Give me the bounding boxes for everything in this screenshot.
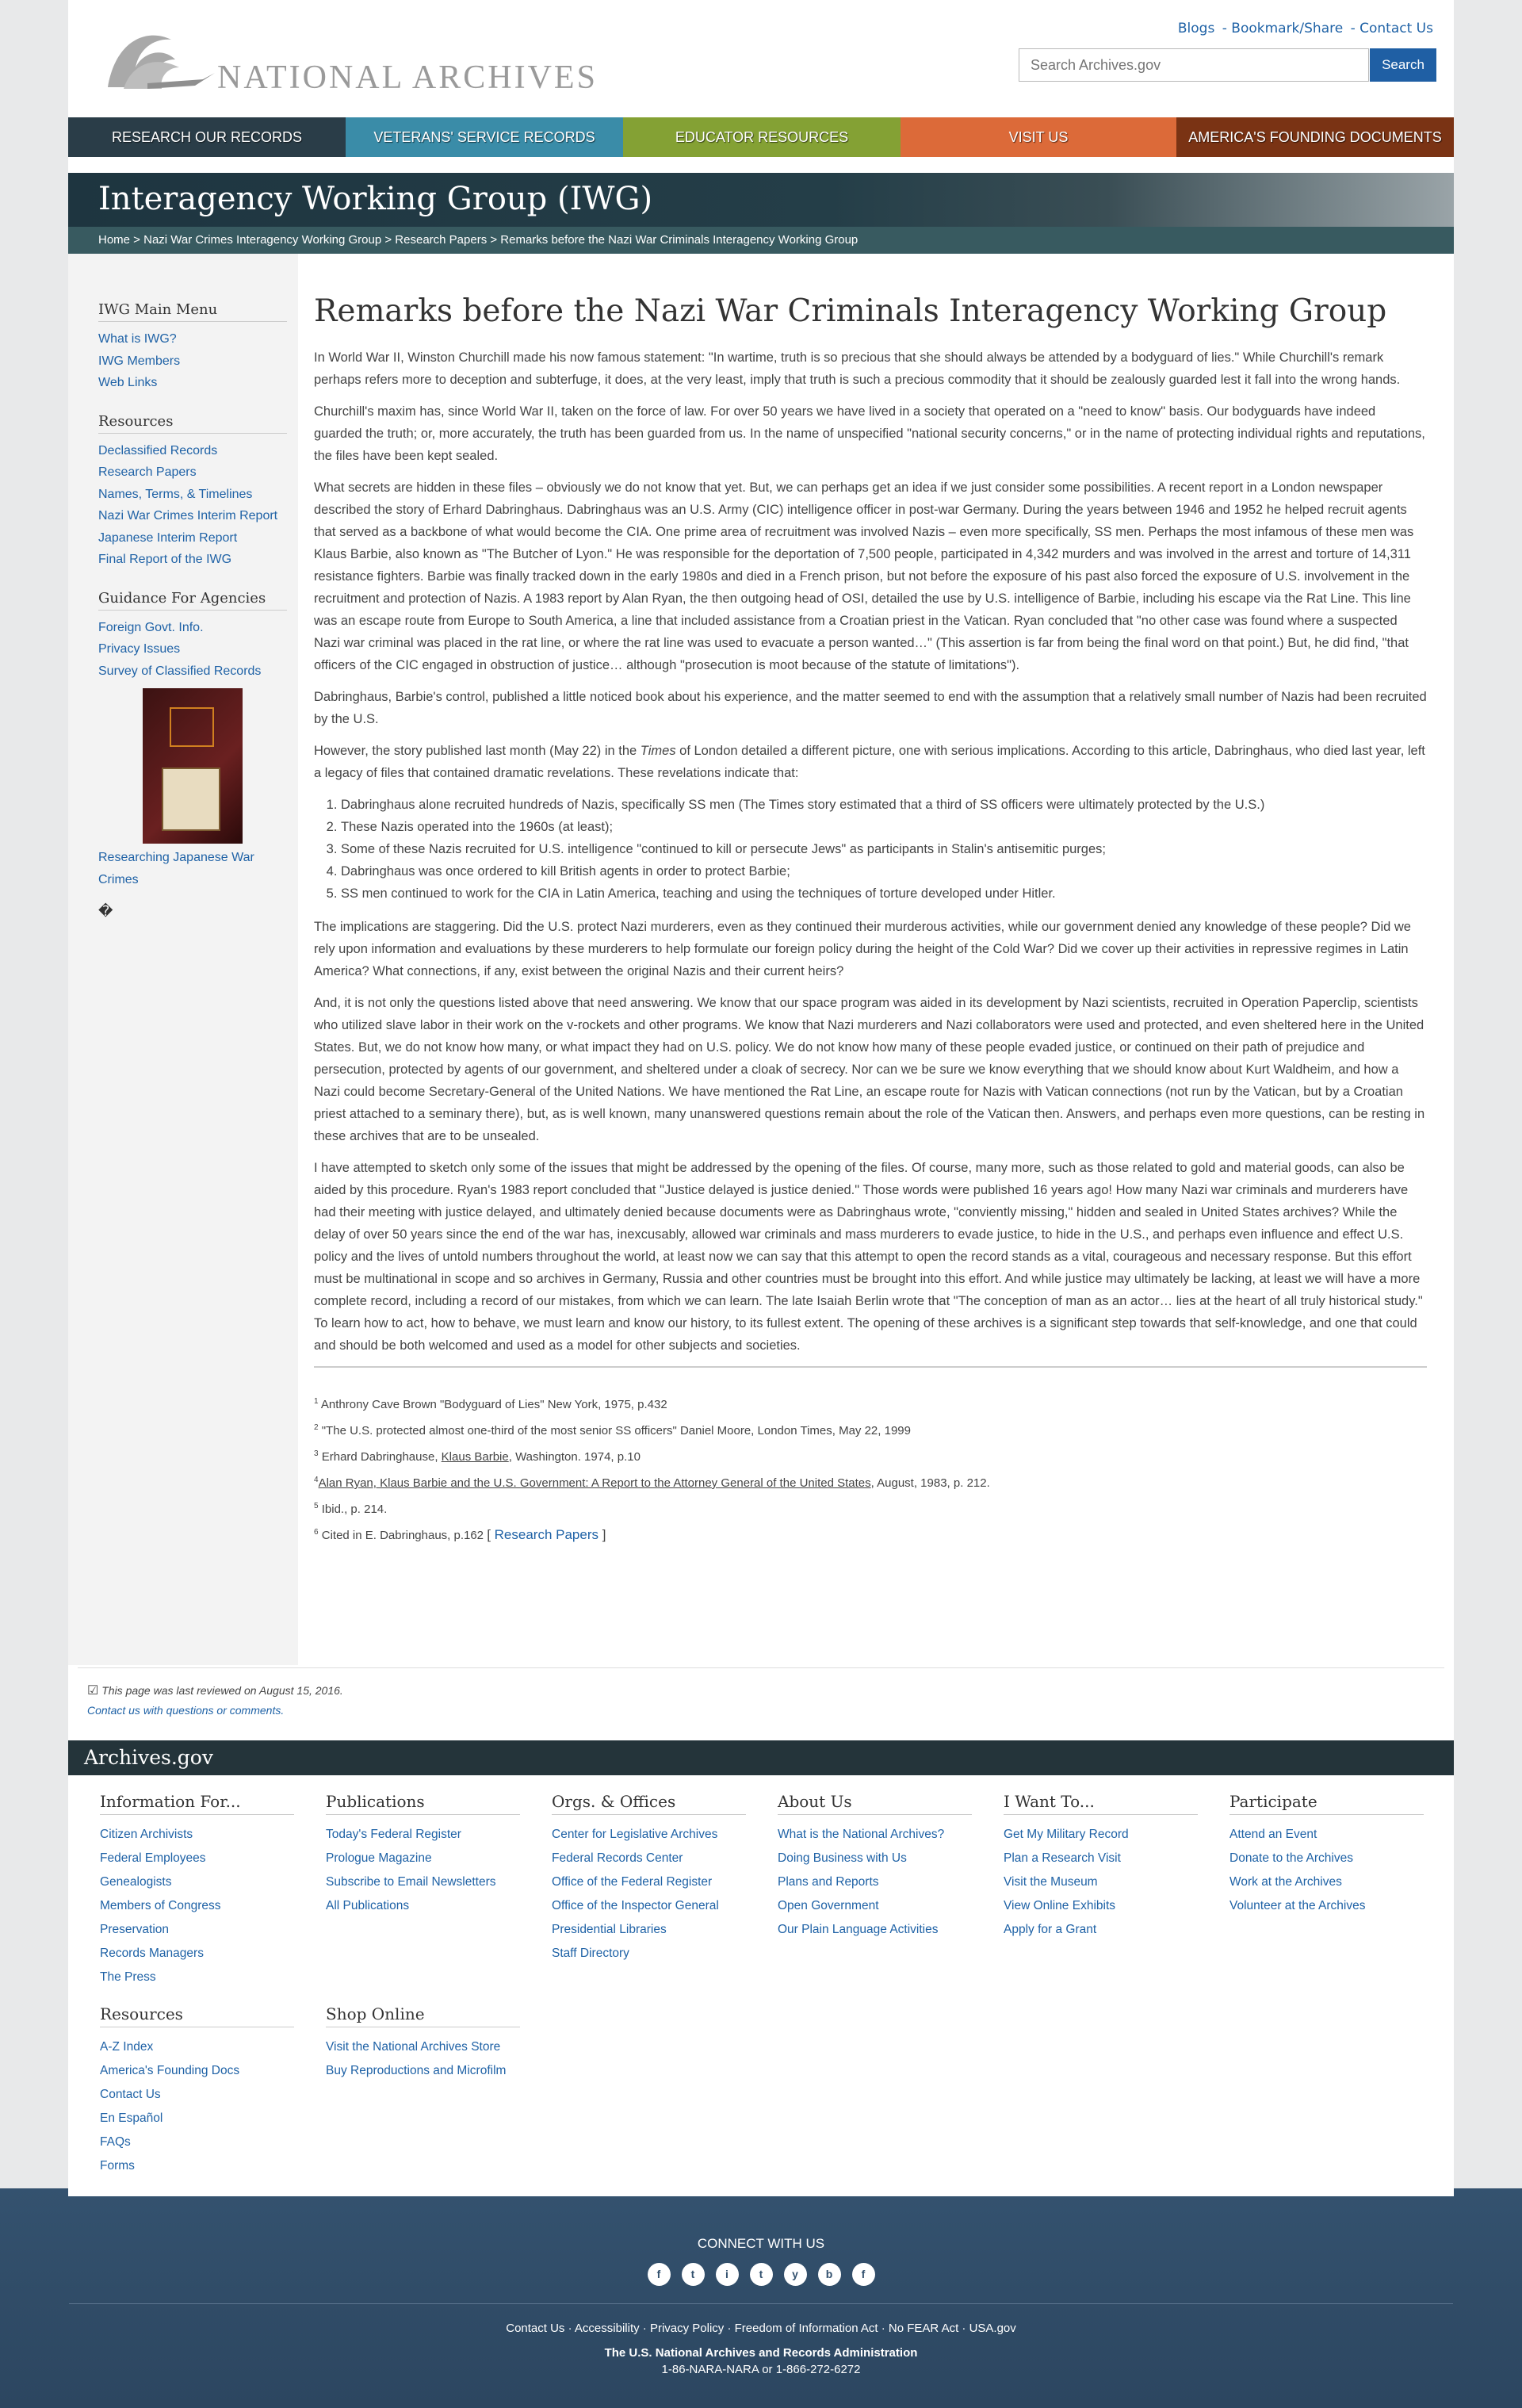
brand-name: NATIONAL ARCHIVES [217,59,598,96]
sidebar-item-privacy-issues[interactable]: Privacy Issues [98,642,181,656]
footer-title[interactable]: Archives.gov [68,1740,1454,1775]
stray-glyph: � [98,903,113,919]
list-item: 5. SS men continued to work for the CIA in Latin America, teaching and using the techniques of torture developed under Hitler. [341,882,1427,905]
nav-visit-us[interactable]: VISIT US [901,117,1176,157]
footer-link[interactable]: A-Z Index [100,2040,154,2054]
footer-link[interactable]: Members of Congress [100,1899,221,1912]
paragraph: What secrets are hidden in these files – obviously we do not know that yet. But, we can perhaps get an idea if we just consider some possibilities. A recent report in a London newspaper described the story of Erhard Dabringhaus. Dabringhaus was an U.S. Army (CIC) intelligence officer in post-war Germany. During the years between 1946 and 1952 he helped recruit agents that served as a backbone of what would become the CIA. One prime area of recruitment was involved Nazis – even more specifically, SS men. Perhaps the most infamous of these men was Klaus Barbie, also known as "The Butcher of Lyon." He was responsible for the deportation of 7,500 people, participated in 4,342 murders and was involved in the arrest and torture of 14,311 resistance fighters. Barbie was finally tracked down in the early 1980s and died in a French prison, but not before the exposure of his past also forced the exposure of U.S. involvement in the recruitment and protection of Nazis. A 1983 report by Alan Ryan, the then outgoing head of OSI, detailed the use by U.S. intelligence of Barbie, including his escape via the Rat Line. This line was an escape route from Europe to South America, a line that included assistance from a Croatian priest in the Vatican. Ryan concluded that "no other case was found where a suspected Nazi war criminal was placed in the rat line, or where the rat line was used to evacuate a person wanted…" (This assertion is far from being the final word on that point.) But, he did find, "that officers of the CIC engaged in obstruction of justice… although "prosecution is moot because of the statute of limitations"). [314,480,1414,672]
footer-link[interactable]: Attend an Event [1229,1828,1317,1841]
footnote [314,1416,1427,1442]
section-banner [68,173,1454,227]
footer-link[interactable]: Visit the Museum [1004,1875,1098,1889]
footer-link[interactable]: America's Founding Docs [100,2064,240,2077]
main-nav [68,117,1454,157]
footer-link[interactable]: Citizen Archivists [100,1828,193,1841]
footer-link[interactable]: Office of the Inspector General [552,1899,719,1912]
footer-heading: Shop Online [326,2004,520,2027]
footer-link[interactable]: Volunteer at the Archives [1229,1899,1366,1912]
book-cover-image[interactable] [143,688,243,844]
footnote-report-title: Alan Ryan, Klaus Barbie and the U.S. Government: A Report to the Attorney General of the United States [318,1476,871,1490]
breadcrumb[interactable]: Home > Nazi War Crimes Interagency Working Group > Research Papers > Remarks before the Nazi War Criminals Interagency Working Group [68,227,1454,254]
footer-link[interactable]: Presidential Libraries [552,1923,667,1936]
sidebar-item-declassified-records[interactable]: Declassified Records [98,443,218,457]
page-title: Remarks before the Nazi War Criminals Interagency Working Group [314,293,1387,329]
flickr-icon[interactable]: f [852,2263,875,2286]
book-page [162,768,220,831]
footnote-number: 3 [314,1449,319,1458]
footer-link[interactable]: Open Government [778,1899,879,1912]
footnote-text: , Washington. 1974, p.10 [508,1450,641,1464]
footnote-number: 1 [314,1397,319,1406]
nav-research-our-records[interactable]: RESEARCH OUR RECORDS [68,117,346,157]
agency-name: The U.S. National Archives and Records Administration [604,2346,918,2360]
footer-col-information [100,1792,294,1989]
sidebar-item-nazi-interim-report[interactable]: Nazi War Crimes Interim Report [98,509,278,523]
facebook-icon[interactable]: f [648,2263,671,2286]
divider [314,1366,1427,1368]
search-input[interactable] [1019,48,1369,82]
footer-heading: Participate [1229,1792,1424,1815]
tumblr-icon[interactable]: t [750,2263,773,2286]
review-text: This page was last reviewed on August 15, 2016. [101,1684,343,1697]
footer-link[interactable]: Doing Business with Us [778,1851,907,1865]
footer-link[interactable]: Staff Directory [552,1947,629,1960]
footer-link[interactable]: Center for Legislative Archives [552,1828,718,1841]
footer-link[interactable]: Apply for a Grant [1004,1923,1097,1936]
blogs-link[interactable]: Blogs [1177,21,1215,36]
footer-link[interactable]: FAQs [100,2135,131,2149]
footer-link[interactable]: Plan a Research Visit [1004,1851,1121,1865]
footer-link[interactable]: Records Managers [100,1947,204,1960]
times-italic: Times [640,744,676,758]
footer-link[interactable]: All Publications [326,1899,410,1912]
top-links: Blogs - Bookmark/Share - Contact Us [1177,21,1433,36]
search-button[interactable]: Search [1370,48,1436,82]
sidebar-heading: Guidance For Agencies [98,590,287,611]
page-container [68,0,1454,2196]
revelations-list [341,794,1427,905]
connect-heading: CONNECT WITH US [697,2236,825,2251]
site-footer [0,2236,1522,2376]
sidebar-item-research-papers[interactable]: Research Papers [98,465,197,479]
paragraph-text: of London detailed a different picture, one with serious implications. According to this article, Dabringhaus, who died last year, left a legacy of files that contained dramatic revelations. These revelations indicate that: [314,744,1425,780]
national-archives-logo[interactable] [100,24,639,99]
footer-link[interactable]: Federal Employees [100,1851,206,1865]
twitter-icon[interactable]: t [682,2263,705,2286]
agency-phone: 1-86-NARA-NARA or 1-866-272-6272 [661,2363,861,2376]
footer-col-publications [326,1792,520,1918]
footnote-text: Erhard Dabringhause, [321,1450,442,1464]
divider [78,1667,1444,1668]
footer-link[interactable]: Contact Us [100,2088,161,2101]
footnote [314,1468,1427,1495]
footer-link[interactable]: View Online Exhibits [1004,1899,1116,1912]
paragraph: In World War II, Winston Churchill made his now famous statement: "In wartime, truth is so precious that she should always be attended by a bodyguard of lies." While Churchill's remark perhaps refers more to deception and subterfuge, it does, at the very least, imply that truth is such a precious commodity that it should be zealously guarded lest it fall into the wrong hands. [314,350,1401,387]
sidebar-item-final-report[interactable]: Final Report of the IWG [98,553,232,566]
nav-educator-resources[interactable]: EDUCATOR RESOURCES [623,117,901,157]
footnote-book-title: Klaus Barbie [441,1450,509,1464]
footer-heading: Resources [100,2004,294,2027]
book-emblem [170,707,214,747]
footnote-text: Ibid., p. 214. [321,1503,388,1516]
instagram-icon[interactable]: i [716,2263,739,2286]
footer-heading: Publications [326,1792,520,1815]
review-info [87,1681,343,1720]
nav-founding-documents[interactable]: AMERICA'S FOUNDING DOCUMENTS [1176,117,1454,157]
footnote: $^6$ Cited in E. Dabringhaus, p.162 [ Research Papers ] [314,1527,606,1542]
footer-link[interactable]: Genealogists [100,1875,172,1889]
footnote-number: 5 [314,1502,319,1510]
footnote-text: Anthrony Cave Brown "Bodyguard of Lies" New York, 1975, p.432 [320,1398,667,1411]
blogs-icon[interactable]: b [818,2263,841,2286]
footer-link[interactable]: What is the National Archives? [778,1828,945,1841]
sidebar-item-japanese-interim-report[interactable]: Japanese Interim Report [98,530,238,545]
contact-questions-link[interactable]: Contact us with questions or comments. [87,1704,285,1717]
footer-link[interactable]: Preservation [100,1923,170,1936]
paragraph: The implications are staggering. Did the U.S. protect Nazi murderers, even as they continued their murderous activities, while our government denied any knowledge of these people? Did we rely upon information and evaluations by these murderers to help formulate our foreign policy during the height of the Cold War? Did we cover up their activities in repressive regimes in Latin America? What connections, if any, exist between the original Nazis and their current heirs? [314,920,1411,978]
eagle-wave-icon [100,24,219,99]
sidebar-item-what-is-iwg[interactable]: What is IWG? [98,332,177,346]
nav-veterans-service-records[interactable]: VETERANS' SERVICE RECORDS [346,117,623,157]
checkbox-edit-icon: ☑ [87,1684,99,1698]
paragraph: Dabringhaus, Barbie's control, published a little noticed book about his experience, and the matter seemed to end with the assumption that a relatively small number of Nazis had been recruited by the U.S. [314,690,1427,726]
footnotes [314,1390,1427,1547]
footnote-number: 4 [314,1476,319,1484]
footer-col-about [778,1792,972,1942]
paragraph-text: However, the story published last month (May 22) in the [314,744,641,758]
sidebar-item-foreign-govt-info[interactable]: Foreign Govt. Info. [98,620,204,634]
sidebar-main-menu [98,301,287,394]
footer-link[interactable]: Buy Reproductions and Microfilm [326,2064,507,2077]
sidebar-item-iwg-members[interactable]: IWG Members [98,354,181,368]
list-item: 1. Dabringhaus alone recruited hundreds of Nazis, specifically SS men (The Times story estimated that a third of SS officers were ultimately protected by the U.S.) [341,794,1427,816]
sidebar-item-names-terms[interactable]: Names, Terms, & Timelines [98,487,253,501]
book-caption-link[interactable]: Researching Japanese War Crimes [98,851,254,886]
footer-link[interactable]: Subscribe to Email Newsletters [326,1875,496,1889]
footnote [314,1390,1427,1416]
footer-link[interactable]: Visit the National Archives Store [326,2040,501,2054]
footnote [314,1495,1427,1521]
contact-us-link[interactable]: Contact Us [1359,21,1433,36]
footnote-number: 6 [314,1528,319,1537]
footer-link[interactable]: Office of the Federal Register [552,1875,713,1889]
paragraph: I have attempted to sketch only some of the issues that might be addressed by the opening of the files. Of course, many more, such as those related to gold and material goods, can also be aided by this procedure. Ryan's 1983 report concluded that "Justice delayed is justice denied." Those words were published 16 years ago! How many Nazi war criminals and murderers have had their meeting with justice delayed, and ultimately denied because documents were as Dabringhaus wrote, "conviently missing," hidden and sealed in United States archives? While the delay of over 50 years since the end of the war has, inexcusably, allowed war criminals and mass murderers to evade justice, to hide in the U.S., and perhaps even influence and effect U.S. policy and the lives of untold numbers throughout the world, at least now we can say that this attempt to open the record stands as a vital, courageous and necessary response. But this effort must be multinational in scope and so archives in Germany, Russia and other countries must be brought into this effort. And while justice may ultimately be lacking, at least we will have a more complete record, including a record of our mistakes, from which we can learn. The late Isaiah Berlin wrote that "The conception of man as an actor… lies at the heart of all truly historical study." To learn how to act, how to behave, we must learn and know our history, to its fullest extent. The opening of these archives is a significant step towards that self-knowledge, and one that could and should be both welcomed and used as a model for other subjects and societies. [314,1161,1423,1353]
footer-col-resources [100,2004,294,2178]
sidebar [68,254,298,1665]
list-item: 3. Some of these Nazis recruited for U.S. intelligence "continued to kill or persecute Jews" as participants in Stalin's antisemitic purges; [341,838,1427,860]
footnote-number: 2 [314,1423,319,1432]
divider [69,2303,1453,2304]
footer-col-shop [326,2004,520,2080]
footer-heading: About Us [778,1792,972,1815]
footer-heading: Orgs. & Offices [552,1792,746,1815]
paragraph: And, it is not only the questions listed above that need answering. We know that our space program was aided in its development by Nazi scientists, recruited in Operation Paperclip, scientists who utilized slave labor in their work on the v-rockets and other programs. We know that Nazi murderers and Nazi collaborators were used and protected, and even sheltered here in the United States. But, we do not know how many, or what impact they had on U.S. policy. We do not know how many of these people evaded justice, or continued on their path of prejudice and persecution, protected by agents of our government, and sheltered under a cloak of secrecy. Nor can we be sure we know everything that we should know about Kurt Waldheim, and how a Nazi could become Secretary-General of the United Nations. We have mentioned the Rat Line, an escape route for Nazis with Vatican connections (not run by the Vatican, but by a Croatian priest attached to a seminary there), but, as is well known, many unanswered questions remain about the role of the Vatican then. Answers, and perhaps even more questions, can be resting in these archives that are to be unsealed. [314,996,1425,1143]
footer-heading: I Want To... [1004,1792,1198,1815]
footnote-text: Cited in E. Dabringhaus, p.162 [321,1529,488,1542]
review-date [87,1681,343,1701]
paragraph: Churchill's maxim has, since World War II, taken on the force of law. For over 50 years we have lived in a society that operated on a "need to know" basis. Our bodyguards have indeed guarded the truth; or, more accurately, the truth has been guarded from us. In the name of unspecified "national security concerns," or in the name of protecting individual rights and reputations, the files have been kept sealed. [314,404,1425,463]
footer-link[interactable]: Get My Military Record [1004,1828,1129,1841]
footer-link[interactable]: Federal Records Center [552,1851,683,1865]
sidebar-heading: IWG Main Menu [98,301,287,322]
paragraph [314,740,1427,784]
footer-link[interactable]: Plans and Reports [778,1875,879,1889]
sidebar-guidance [98,590,287,921]
footer-col-i-want-to [1004,1792,1198,1942]
sidebar-item-survey-classified[interactable]: Survey of Classified Records [98,664,262,678]
footer-link[interactable]: Prologue Magazine [326,1851,432,1865]
footer-col-participate [1229,1792,1424,1918]
footer-link[interactable]: En Español [100,2111,163,2125]
sidebar-item-web-links[interactable]: Web Links [98,376,158,389]
sidebar-resources [98,413,287,571]
list-item: 2. These Nazis operated into the 1960s (at least); [341,816,1427,838]
research-papers-link[interactable]: Research Papers [494,1527,598,1542]
footer-link[interactable]: Forms [100,2159,135,2173]
footer-link[interactable]: Today's Federal Register [326,1828,461,1841]
footer-link[interactable]: The Press [100,1970,156,1984]
footer-link[interactable]: Work at the Archives [1229,1875,1342,1889]
sidebar-heading: Resources [98,413,287,434]
bottom-links[interactable]: Contact Us · Accessibility · Privacy Policy · Freedom of Information Act · No FEAR Act · USA.gov [506,2322,1016,2335]
list-item: 4. Dabringhaus was once ordered to kill British agents in order to protect Barbie; [341,860,1427,882]
social-icons [0,2263,1522,2286]
bookmark-share-link[interactable]: Bookmark/Share [1231,21,1344,36]
footer-heading: Information For... [100,1792,294,1815]
article [314,293,1427,1547]
footer-link[interactable]: Donate to the Archives [1229,1851,1353,1865]
youtube-icon[interactable]: y [784,2263,807,2286]
footer-link[interactable]: Our Plain Language Activities [778,1923,939,1936]
banner-title: Interagency Working Group (IWG) [98,181,653,217]
footnote-text: , August, 1983, p. 212. [870,1476,990,1490]
footer-col-orgs [552,1792,746,1966]
footnote [314,1442,1427,1468]
footnote-text: "The U.S. protected almost one-third of the most senior SS officers" Daniel Moore, London Times, May 22, 1999 [321,1424,911,1438]
